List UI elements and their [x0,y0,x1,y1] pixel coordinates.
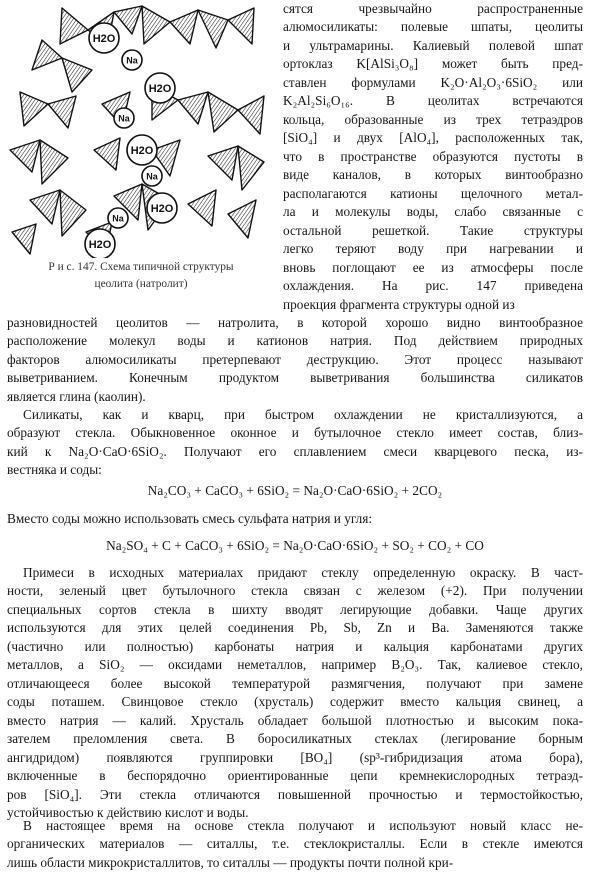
text-line: соды поташем. Свинцовое стекло (хрусталь) содержит вместо кальция свинец, а [7,694,583,710]
atom-label: H2O [130,145,154,157]
text-line: образуют стекла. Обыкновенное оконное и бутылочное стекло имеет состав, близ- [7,425,583,441]
text-line: ности, зеленый цвет бутылочного стекла связан с железом (+2). При получении [7,583,583,599]
text-line: металлов, а SiO₂ — оксидами неметаллов, например B₂O₃. Так, калиевое стекло, [7,657,583,673]
tetrahedron-shape [238,146,264,190]
text-line: легко теряют воду при нагревании и [283,241,583,257]
tetrahedron-shape [40,140,68,184]
text-line: кий к Na₂O·CaO·6SiO₂. Получают его сплавлением смеси кварцевого песка, из- [7,443,583,459]
text-line: включенные в беспорядочно ориентированные цепи кремнекислородных тетраэд- [7,768,583,784]
tetrahedron-shape [178,92,208,124]
equation-soda-glass [7,481,583,501]
text-line: ставлен формулами K₂O·Al₂O₃·6SiO₂ или [283,74,583,90]
equation-1: Na₂CO₃ + CaCO₃ + 6SiO₂ = Na₂O·CaO·6SiO₂ + 2CO₂ [147,483,443,498]
text-line: кольца, образованные из трех тетраэдров [283,111,583,127]
text-line: Примеси в исходных материалах придают стеклу определенную окраску. В част- [23,565,583,580]
tetrahedron-shape [188,190,216,226]
atom-label: Na [126,55,138,66]
paragraph-silicate-glass [7,406,583,480]
text-line: располагаются катионы щелочного метал- [283,185,583,201]
figure-caption [16,259,266,293]
equation-2: Na₂SO₄ + C + CaCO₃ + 6SiO₂ = Na₂O·CaO·6SiO₂ + SO₂ + CO₂ + CO [106,538,484,553]
text-line: (частично или полностью) карбонаты натрия и кальция карбонатами других [7,638,583,654]
equation-sulfate-glass [7,536,583,556]
caption-line-2: цеолита (натролит) [94,278,188,290]
tetrahedron-shape [12,224,36,254]
atom-label: H2O [150,203,174,215]
text-line: охлаждения. На рис. 147 приведена [283,278,583,294]
text-line: ортоклаз K[AlSi₃O₈] может быть пред- [283,56,583,72]
text-line: разновидностей цеолитов — натролита, в которой хорошо видно винтообразное [7,315,583,330]
atom-label: Na [118,113,130,124]
tetrahedron-shape [228,200,256,238]
tetrahedron-shape [198,10,228,48]
tetrahedron-shape [94,138,120,170]
text-line: отличающееся более высокой температурой размягчения, получают при замене [7,675,583,691]
text-line: ла и молекулы воды, слабо связанные с [283,204,583,220]
text-line: лишь области микрокристаллитов, то ситаллы — продукты почти полной кри- [7,854,454,870]
tetrahedron-shape [20,92,48,126]
text-line: вместо натрия — калий. Хрусталь обладает большой плотностью и высоким пока- [7,712,583,728]
text-line: является глина (каолин). [7,388,146,404]
text-line: органических материалов — ситаллы, т.е. стеклокристаллы. Если в стекле имеются [7,836,583,852]
tetrahedron-shape [208,146,238,180]
text-line: что в пространстве образуются пустоты в [283,148,583,164]
text-line: В настоящее время на основе стекла получают и используют новый класс не- [23,818,583,833]
text-line: K₂Al₂Si₆O₁₆. В цеолитах встречаются [283,93,583,109]
text-line: используются для этих целей соединения Pb, Sb, Zn и Ba. Заменяются также [7,620,583,636]
paragraph-sitalls [7,817,583,872]
tetrahedron-shape [62,58,92,92]
tetrahedron-shape [30,190,60,224]
text-line: вновь поглощают ее из атмосферы после [283,259,583,275]
text-line: зателем преломления света. В боросиликатных стеклах (легирование борным [7,731,583,747]
tetrahedron-shape [142,6,170,44]
tetrahedron-shape [114,6,142,34]
tetrahedron-shape [60,8,88,44]
text-line: специальных сортов стекла в шихту вводят легирующие добавки. Чаще других [7,601,583,617]
atom-label: Na [112,213,124,224]
text-line: остальной решеткой. Такие структуры [283,222,583,238]
text-line: вестняка и соды: [7,462,102,478]
natrolite-structure-diagram [2,0,274,258]
text-line: расположение молекул воды и катионов натрия. Под действием природных [7,333,583,349]
atom-label: H2O [88,239,112,251]
paragraph-zeolites-continued [7,314,583,406]
caption-line-1: Р и с. 147. Схема типичной структуры [48,261,234,273]
tetrahedron-shape [228,8,254,44]
text-line: выветриванием. Конечным продуктом выветривания большинства силикатов [7,370,583,386]
text-line: и ультрамарины. Калиевый полевой шпат [283,37,583,53]
text-line: ров [SiO₄]. Эти стекла отличаются повышенной прочностью и термостойкостью, [7,786,583,802]
atom-label: H2O [148,83,172,95]
tetrahedron-shape [10,140,40,172]
text-line: факторов алюмосиликаты претерпевают деструкцию. Этот процесс называют [7,351,583,367]
tetrahedron-shape [238,96,264,134]
text-line: Силикаты, как и кварц, при быстром охлаждении не кристаллизуются, а [23,407,583,422]
tetrahedron-shape [170,10,198,44]
figure-147 [2,0,274,295]
paragraph-alternative [7,510,583,528]
text-line: виде каналов, в которых винтообразно [283,167,583,183]
text-line: [SiO₄] и двух [AlO₄], расположенных так, [283,130,583,146]
tetrahedron-shape [32,40,62,70]
tetrahedron-shape [208,92,238,132]
text-line: сятся чрезвычайно распространенные [283,1,583,16]
tetrahedron-shape [48,96,76,128]
atom-label: H2O [92,33,116,45]
paragraph-glass-additives [7,564,583,823]
text-line: ангидридом) появляются группировки [BO₄] (sp³-гибридизация атома бора), [7,749,583,765]
text-line: алюмосиликаты: полевые шпаты, цеолиты [283,19,583,35]
right-column-text [283,0,583,314]
text-line: Вместо соды можно использовать смесь сульфата натрия и угля: [7,511,373,526]
text-line: устойчивостью к действию кислот и воды. [7,805,249,821]
tetrahedron-shape [60,190,86,236]
atom-label: Na [146,171,158,182]
text-line: проекция фрагмента структуры одной из [283,296,515,312]
